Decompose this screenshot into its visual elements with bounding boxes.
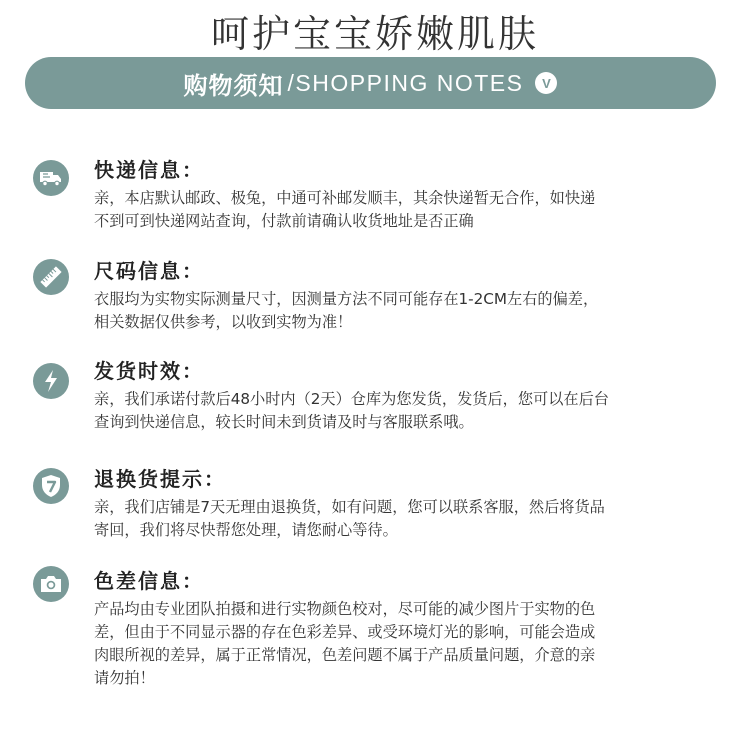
- section-title: 快递信息：: [94, 158, 204, 182]
- section-line: 不到可到快递网站查询，付款前请确认收货地址是否正确: [94, 212, 474, 230]
- ruler-icon: [33, 259, 69, 295]
- section-line: 差，但由于不同显示器的存在色彩差异、或受环境灯光的影响，可能会造成: [94, 623, 596, 641]
- section-line: 相关数据仅供参考，以收到实物为准！: [94, 313, 353, 331]
- section-line: 肉眼所视的差异，属于正常情况，色差问题不属于产品质量问题，介意的亲: [94, 646, 596, 664]
- delivery-truck-icon: [33, 160, 69, 196]
- section-title: 尺码信息：: [94, 259, 204, 283]
- page-title: 呵护宝宝娇嫩肌肤: [210, 12, 539, 56]
- shopping-notes-banner: [25, 57, 716, 109]
- banner-title-cn: 购物须知: [183, 71, 284, 100]
- section-line: 查询到快递信息，较长时间未到货请及时与客服联系哦。: [94, 413, 474, 431]
- banner-title-en: /SHOPPING NOTES: [287, 69, 524, 96]
- banner-v-badge: V: [535, 72, 557, 94]
- section-line: 亲，我们承诺付款后48小时内（2天）仓库为您发货，发货后，您可以在后台: [94, 390, 609, 408]
- section-title: 退换货提示：: [94, 467, 226, 491]
- section-body: [94, 288, 708, 334]
- section-line: 请勿拍！: [94, 669, 155, 687]
- lightning-icon: [33, 363, 69, 399]
- section-line: 产品均由专业团队拍摄和进行实物颜色校对，尽可能的减少图片于实物的色: [94, 600, 596, 618]
- section-body: [94, 388, 708, 434]
- section-line: 寄回，我们将尽快帮您处理，请您耐心等待。: [94, 521, 398, 539]
- camera-icon: [33, 566, 69, 602]
- section-body: [94, 187, 708, 233]
- section-title: 色差信息：: [94, 569, 204, 593]
- section-body: [94, 496, 708, 542]
- section-body: [94, 598, 708, 690]
- section-line: 亲，我们店铺是7天无理由退换货，如有问题，您可以联系客服，然后将货品: [94, 498, 605, 516]
- section-line: 衣服均为实物实际测量尺寸，因测量方法不同可能存在1-2CM左右的偏差，: [94, 290, 599, 308]
- seven-day-shield-icon: [33, 468, 69, 504]
- section-line: 亲，本店默认邮政、极兔，中通可补邮发顺丰，其余快递暂无合作，如快递: [94, 189, 596, 207]
- section-title: 发货时效：: [94, 359, 204, 383]
